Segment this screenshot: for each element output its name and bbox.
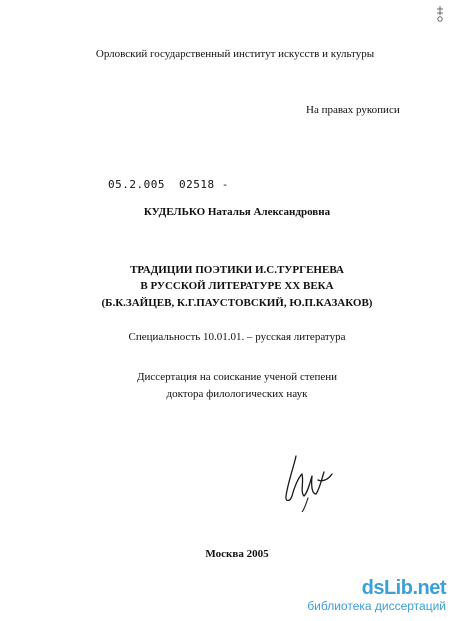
degree-line-1: Диссертация на соискание ученой степени — [136, 371, 338, 383]
stamp-number: 02518 — [178, 178, 215, 191]
watermark-tagline: библиотека диссертаций — [307, 599, 446, 613]
degree-line-2: доктора филологических наук — [166, 388, 308, 400]
specialty-line: Специальность 10.01.01. – русская литература — [128, 331, 346, 343]
city-and-year: Москва 2005 — [205, 548, 269, 560]
author-signature — [278, 452, 338, 512]
page-corner-mark — [435, 6, 445, 24]
watermark-site-name: dsLib.net — [361, 577, 446, 599]
site-watermark — [290, 578, 446, 618]
stamp-date: 05.2.005 — [108, 178, 165, 191]
dissertation-title-line-1: ТРАДИЦИИ ПОЭТИКИ И.С.ТУРГЕНЕВА — [130, 264, 344, 276]
author-name: КУДЕЛЬКО Наталья Александровна — [143, 206, 331, 218]
stamp-dash: - — [214, 178, 229, 191]
manuscript-note: На правах рукописи — [306, 104, 400, 116]
dissertation-title-line-3: (Б.К.ЗАЙЦЕВ, К.Г.ПАУСТОВСКИЙ, Ю.П.КАЗАКОВ) — [101, 297, 373, 309]
institute-name: Орловский государственный институт искусств и культуры — [95, 48, 375, 60]
dissertation-title-line-2: В РУССКОЙ ЛИТЕРАТУРЕ XX ВЕКА — [140, 280, 334, 292]
registration-stamp — [108, 178, 229, 191]
